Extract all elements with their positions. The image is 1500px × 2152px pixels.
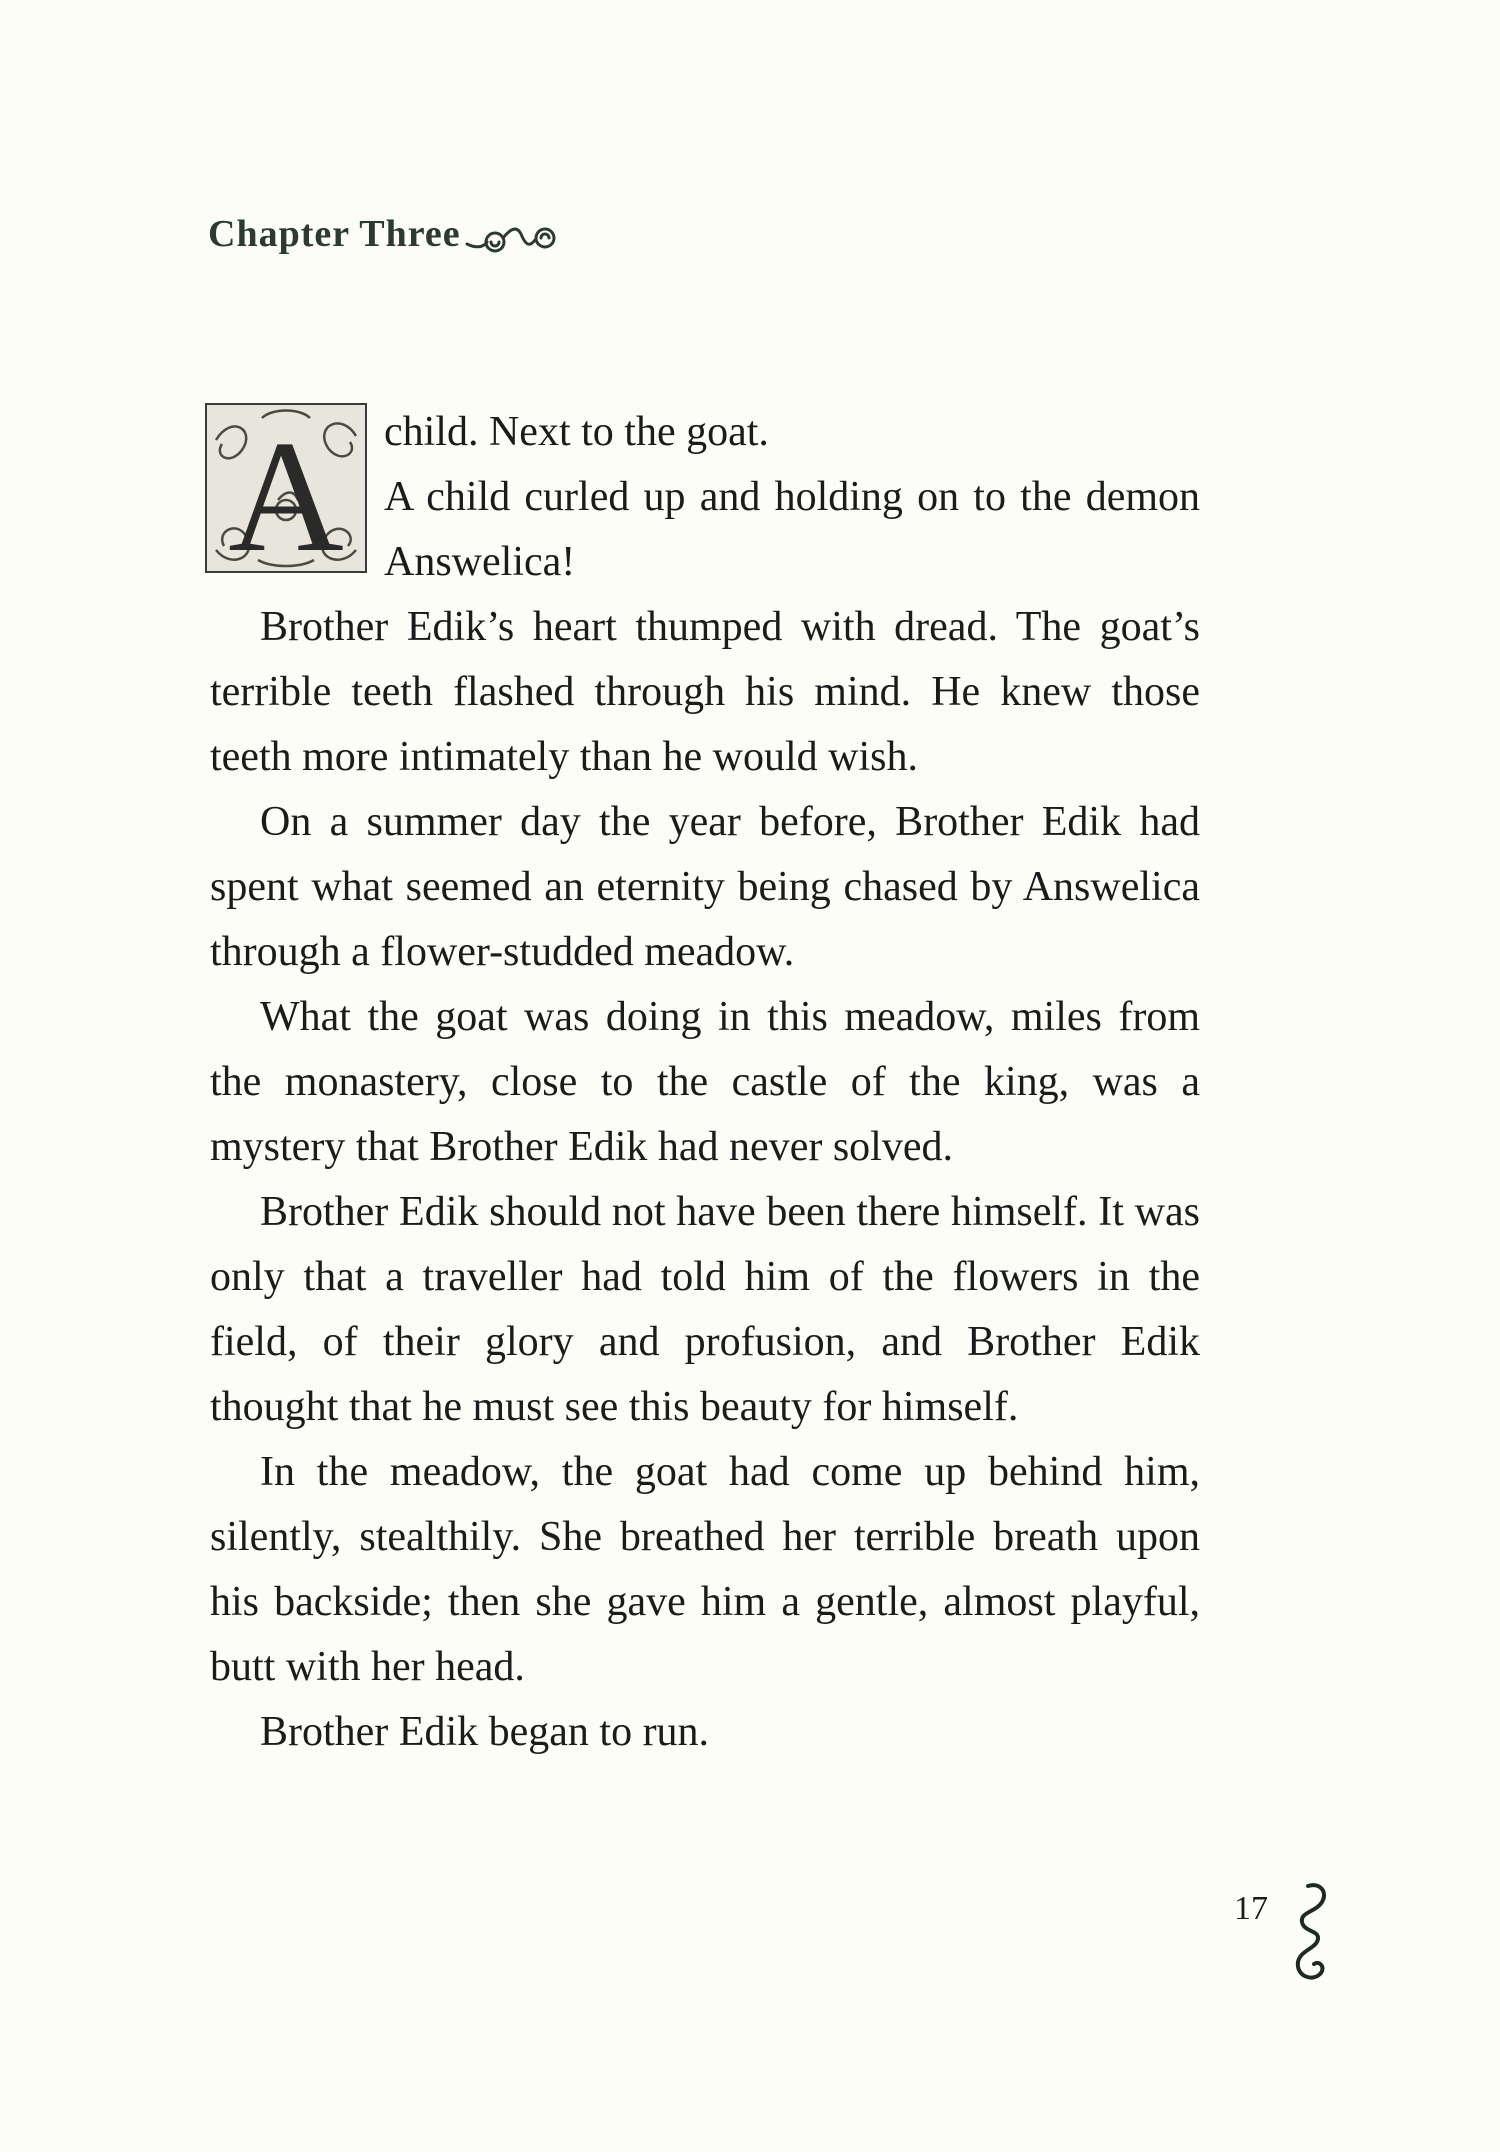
scroll-flourish-icon	[465, 214, 561, 262]
paragraph-1-first-line: child. Next to the goat.	[384, 409, 769, 455]
chapter-body	[210, 400, 1200, 1765]
paragraph-7: Brother Edik began to run.	[260, 1709, 710, 1755]
chapter-title: Chapter Three	[208, 213, 461, 255]
folio-scroll-icon	[1278, 1878, 1338, 1988]
paragraph-4: What the goat was doing in this meadow, miles from the monastery, close to the castle of the king, was a mystery that Brother Edik had never solved.	[210, 994, 1200, 1170]
paragraph-2: Brother Edik’s heart thumped with dread. The goat’s terrible teeth flashed through his mind. He knew those teeth more intimately than he would wish.	[210, 604, 1200, 780]
page-number: 17	[1234, 1890, 1268, 1927]
paragraph-6: In the meadow, the goat had come up behind him, silently, stealthily. She breathed her terrible breath upon his backside; then she gave him a gentle, almost playful, butt with her head.	[210, 1449, 1200, 1690]
svg-text:A: A	[228, 407, 344, 576]
paragraph-1	[210, 400, 1200, 595]
paragraph-3: On a summer day the year before, Brother Edik had spent what seemed an eternity being chased by Answelica through a flower-studded meadow.	[210, 799, 1200, 975]
paragraph-1-continuation: A child curled up and holding on to the demon Answelica!	[384, 474, 1200, 585]
decorated-initial-a-icon	[202, 400, 370, 576]
paragraph-5: Brother Edik should not have been there himself. It was only that a traveller had told him of the flowers in the field, of their glory and profusion, and Brother Edik thought that he must see this beauty for himself.	[210, 1189, 1200, 1430]
chapter-heading	[208, 206, 561, 262]
